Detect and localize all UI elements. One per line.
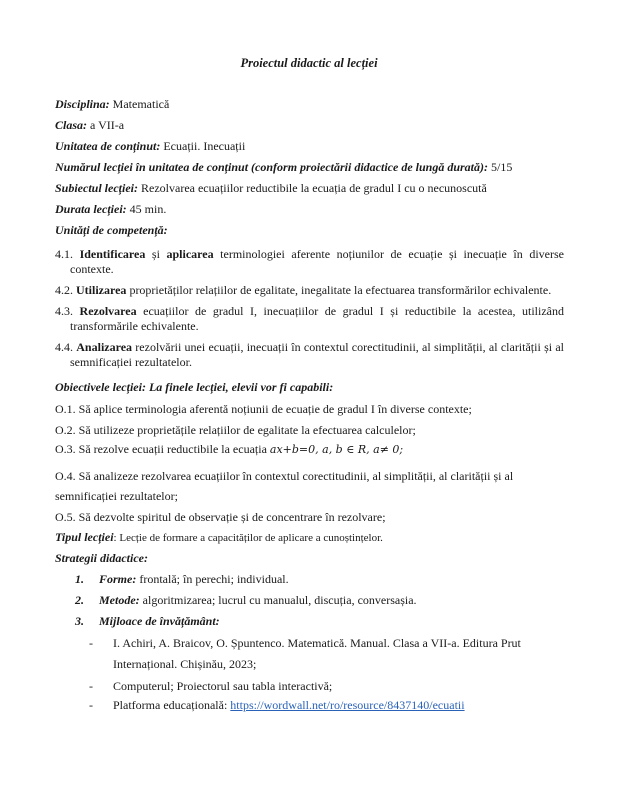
resource-item-platform: - Platforma educațională: https://wordwall.net/ro/resource/8437140/ecuatii [89, 698, 465, 712]
objectives-heading: Obiectivele lecției: La finele lecției, elevii vor fi capabili: [55, 380, 334, 394]
competency-item: 4.3. Rezolvarea ecuațiilor de gradul I, inecuațiilor de gradul I și reductibile la acestea, utilizând transformările echivalente. [55, 304, 564, 333]
field-label: Clasa: [55, 118, 88, 132]
page-title: Proiectul didactic al lecției [240, 56, 378, 70]
objective-o5: O.5. Să dezvolte spiritul de observație și de concentrare în rezolvare; [55, 510, 386, 524]
field-label: Disciplina: [55, 97, 110, 111]
resource-item-computer: - Computerul; Proiectorul sau tabla interactivă; [89, 679, 333, 693]
field-value: 5/15 [488, 160, 513, 174]
equation: ax+b=0, a, b ∈ R, a≠ 0; [269, 443, 404, 456]
field-label: Unitatea de conținut: [55, 139, 161, 153]
strategy-item-mijloace: 3. Mijloace de învățământ: [75, 614, 220, 628]
field-clasa [55, 118, 564, 133]
field-unitatea [55, 139, 564, 154]
objective-o2: O.2. Să utilizeze proprietățile relațiilor de egalitate la efectuarea calculelor; [55, 423, 416, 437]
strategies-heading: Strategii didactice: [55, 551, 148, 565]
field-subiectul [55, 181, 564, 196]
field-label: Durata lecției: [55, 202, 127, 216]
field-value: 45 min. [126, 202, 167, 216]
objective-o4-cont: semnificației rezultatelor; [55, 489, 178, 503]
field-label: Numărul lecției în unitatea de conținut (conform proiectării didactice de lungă durată): [55, 160, 489, 174]
field-label: Subiectul lecției: [55, 181, 138, 195]
competencies-heading: Unități de competență: [55, 223, 168, 237]
field-value: Matematică [109, 97, 170, 111]
objective-o4: O.4. Să analizeze rezolvarea ecuațiilor în contextul corectitudinii, al simplității, al clarității și al [55, 469, 514, 483]
strategy-item-metode: 2. Metode: algoritmizarea; lucrul cu manualul, discuția, conversașia. [75, 593, 417, 607]
competency-item: 4.4. Analizarea rezolvării unei ecuații, inecuații în contextul corectitudinii, al simplității, al clarității și al semnificației rezultatelor. [55, 340, 564, 369]
field-value: Rezolvarea ecuațiilor reductibile la ecuația de gradul I cu o necunoscută [138, 181, 487, 195]
wordwall-link[interactable]: https://wordwall.net/ro/resource/8437140/ecuatii [230, 698, 465, 712]
competency-item: 4.1. Identificarea și aplicarea terminologiei aferente noțiunilor de ecuație și inecuație în diverse contexte. [55, 247, 564, 276]
field-value: Ecuații. Inecuații [160, 139, 246, 153]
resource-item-manual-cont: Internațional. Chișinău, 2023; [113, 657, 257, 671]
field-disciplina [55, 97, 564, 112]
field-numarul-lectiei [55, 160, 564, 175]
competency-item: 4.2. Utilizarea proprietăților relațiilor de egalitate, inegalitate la efectuarea transformărilor echivalente. [55, 283, 552, 297]
field-durata [55, 202, 564, 217]
objective-o3: O.3. Să rezolve ecuații reductibile la ecuația ax+b=0, a, b ∈ R, a≠ 0; [55, 442, 404, 456]
resource-item-manual: - I. Achiri, A. Braicov, O. Șpuntenco. Matematică. Manual. Clasa a VII-a. Editura Prut [89, 636, 521, 650]
lesson-type: Tipul lecției: Lecție de formare a capacităților de aplicare a cunoștințelor. [55, 530, 383, 544]
objective-o1: O.1. Să aplice terminologia aferentă noțiunii de ecuație de gradul I în diverse contexte; [55, 402, 472, 416]
field-value: a VII-a [87, 118, 125, 132]
strategy-item-forme: 1. Forme: frontală; în perechi; individual. [75, 572, 289, 586]
